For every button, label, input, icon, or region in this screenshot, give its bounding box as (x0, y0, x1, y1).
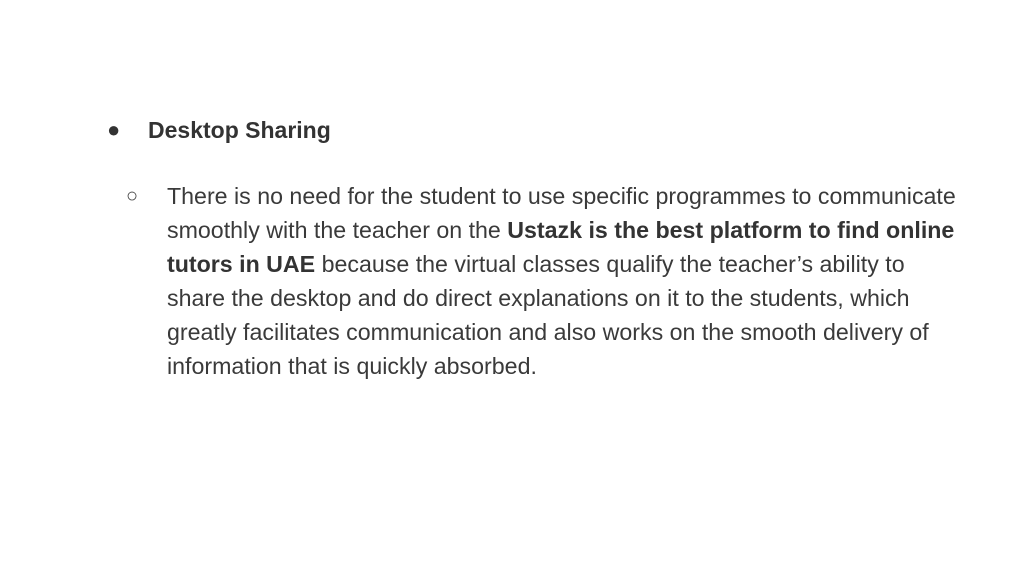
bullet-hollow-icon: ○ (126, 185, 139, 207)
bullet-filled-icon: ● (107, 117, 121, 142)
sub-item-paragraph (167, 179, 957, 383)
paragraph-text-end: because the virtual classes qualify the teacher’s ability to share the desktop and do direct explanations on it to the students, which greatly facilitates communication and also works on the smooth delivery of information that is quickly absorbed. (167, 251, 929, 379)
section-heading: Desktop Sharing (148, 117, 331, 143)
paragraph-text-bold: Ustazk is the best platform to find online tutors in UAE (167, 217, 955, 277)
paragraph-text-start: There is no need for the student to use specific programmes to communicate smoothly with the teacher on the (167, 183, 956, 243)
